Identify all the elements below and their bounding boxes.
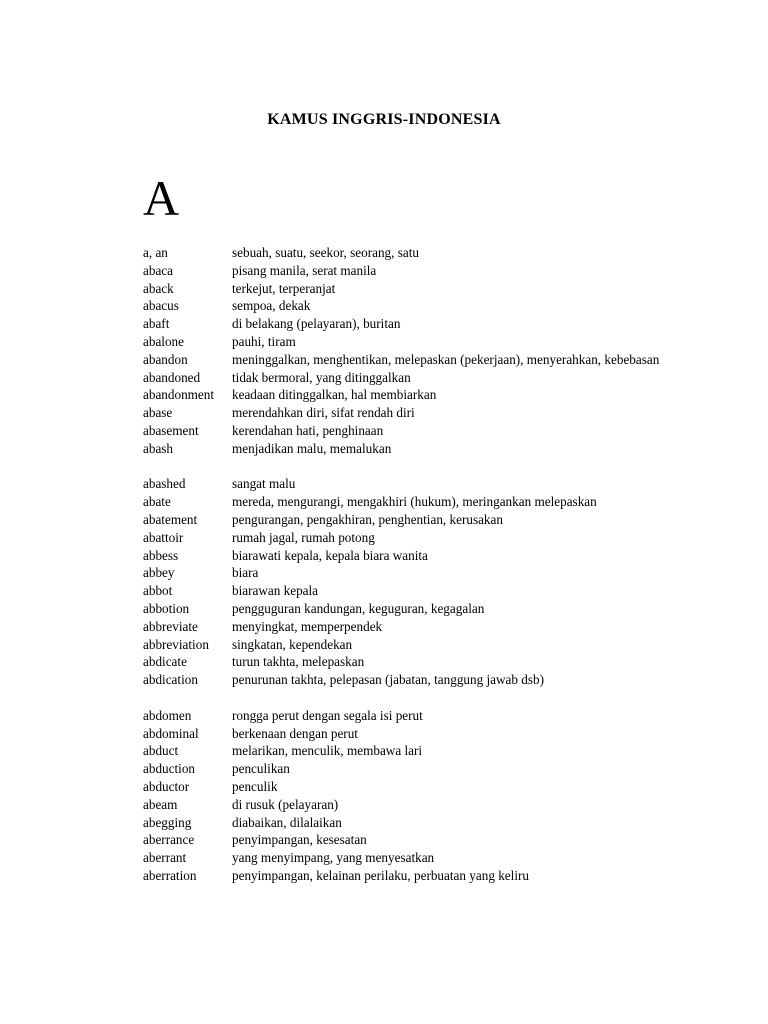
entry-definition: rongga perut dengan segala isi perut <box>232 707 423 723</box>
entry-definition: sempoa, dekak <box>232 298 311 314</box>
entry-term: a, an <box>143 245 168 260</box>
dictionary-entry <box>143 386 683 404</box>
dictionary-entry <box>143 636 683 654</box>
entry-term: abbey <box>143 565 175 581</box>
dictionary-entry <box>143 564 683 582</box>
dictionary-entry <box>143 849 683 867</box>
dictionary-entry <box>143 671 683 689</box>
dictionary-entry <box>143 280 683 298</box>
entry-definition: sebuah, suatu, seekor, seorang, satu <box>232 245 419 260</box>
dictionary-entry <box>143 600 683 618</box>
entry-term: abduct <box>143 743 179 759</box>
entry-definition: diabaikan, dilalaikan <box>232 814 342 830</box>
entry-definition: pengguguran kandungan, keguguran, kegagalan <box>232 600 485 616</box>
section-letter: A <box>143 170 180 226</box>
entry-group <box>143 244 683 458</box>
entry-definition: di rusuk (pelayaran) <box>232 796 339 812</box>
entry-definition: penculikan <box>232 761 290 777</box>
entries-list <box>143 244 683 902</box>
entry-definition: penyimpangan, kesesatan <box>232 832 367 848</box>
entry-term: abdominal <box>143 725 199 741</box>
dictionary-entry <box>143 796 683 814</box>
dictionary-entry <box>143 831 683 849</box>
entry-term: abandonment <box>143 387 215 403</box>
dictionary-entry <box>143 742 683 760</box>
entry-definition: keadaan ditinggalkan, hal membiarkan <box>232 387 437 403</box>
entry-definition: menyingkat, memperpendek <box>232 618 383 634</box>
entry-term: abductor <box>143 778 190 794</box>
dictionary-entry <box>143 351 683 369</box>
entry-definition: di belakang (pelayaran), buritan <box>232 316 401 332</box>
entry-definition: pisang manila, serat manila <box>232 262 377 278</box>
entry-definition: terkejut, terperanjat <box>232 280 336 296</box>
dictionary-entry <box>143 297 683 315</box>
dictionary-entry <box>143 529 683 547</box>
entry-group <box>143 475 683 689</box>
dictionary-entry <box>143 867 683 885</box>
page-title: KAMUS INGGRIS-INDONESIA <box>267 111 501 128</box>
entry-definition: kerendahan hati, penghinaan <box>232 422 384 438</box>
entry-definition: merendahkan diri, sifat rendah diri <box>232 405 415 421</box>
entry-term: abdomen <box>143 707 192 723</box>
entry-group <box>143 707 683 885</box>
entry-definition: sangat malu <box>232 476 296 492</box>
entry-term: abegging <box>143 814 192 830</box>
entry-definition: penculik <box>232 778 278 794</box>
entry-definition: penyimpangan, kelainan perilaku, perbuatan yang keliru <box>232 867 529 883</box>
dictionary-entry <box>143 582 683 600</box>
dictionary-entry <box>143 511 683 529</box>
entry-term: abate <box>143 494 171 510</box>
entry-definition: biarawati kepala, kepala biara wanita <box>232 547 428 563</box>
entry-term: abacus <box>143 298 179 314</box>
dictionary-entry <box>143 547 683 565</box>
entry-definition: rumah jagal, rumah potong <box>232 529 375 545</box>
entry-term: abattoir <box>143 529 184 545</box>
entry-definition: berkenaan dengan perut <box>232 725 358 741</box>
entry-term: abbreviation <box>143 636 209 652</box>
dictionary-entry <box>143 369 683 387</box>
dictionary-entry <box>143 440 683 458</box>
entry-term: aberrant <box>143 850 187 866</box>
entry-term: abalone <box>143 333 185 349</box>
entry-term: abduction <box>143 761 196 777</box>
entry-definition: pengurangan, pengakhiran, penghentian, kerusakan <box>232 511 503 527</box>
entry-definition: melarikan, menculik, membawa lari <box>232 743 423 759</box>
dictionary-entry <box>143 618 683 636</box>
entry-definition: pauhi, tiram <box>232 333 296 349</box>
entry-term: aberration <box>143 867 197 883</box>
entry-definition: biarawan kepala <box>232 583 319 599</box>
entry-term: abbreviate <box>143 618 198 634</box>
entry-term: abasement <box>143 422 199 438</box>
dictionary-entry <box>143 653 683 671</box>
entry-term: abatement <box>143 511 198 527</box>
dictionary-entry <box>143 475 683 493</box>
dictionary-entry <box>143 707 683 725</box>
dictionary-entry <box>143 262 683 280</box>
dictionary-entry <box>143 333 683 351</box>
entry-term: abdication <box>143 672 198 688</box>
entry-term: abbess <box>143 547 179 563</box>
dictionary-entry <box>143 422 683 440</box>
entry-term: abash <box>143 440 174 456</box>
entry-definition: turun takhta, melepaskan <box>232 654 365 670</box>
dictionary-entry <box>143 315 683 333</box>
entry-term: abase <box>143 405 173 421</box>
entry-term: abdicate <box>143 654 187 670</box>
entry-term: abaft <box>143 316 170 332</box>
entry-definition: tidak bermoral, yang ditinggalkan <box>232 369 411 385</box>
entry-term: abbotion <box>143 600 190 616</box>
dictionary-entry <box>143 760 683 778</box>
entry-term: abandoned <box>143 369 201 385</box>
entry-definition: menjadikan malu, memalukan <box>232 440 392 456</box>
entry-definition: singkatan, kependekan <box>232 636 353 652</box>
dictionary-entry <box>143 778 683 796</box>
entry-term: abashed <box>143 476 186 492</box>
dictionary-entry <box>143 244 683 262</box>
entry-term: abaca <box>143 262 174 278</box>
dictionary-entry <box>143 493 683 511</box>
entry-term: abbot <box>143 583 173 599</box>
entry-term: abeam <box>143 796 178 812</box>
entry-term: abandon <box>143 351 188 367</box>
entry-definition: mereda, mengurangi, mengakhiri (hukum), meringankan melepaskan <box>232 494 597 510</box>
entry-definition: biara <box>232 565 259 581</box>
entry-definition: meninggalkan, menghentikan, melepaskan (pekerjaan), menyerahkan, kebebasan <box>232 351 660 367</box>
dictionary-entry <box>143 404 683 422</box>
entry-term: aback <box>143 280 174 296</box>
dictionary-entry <box>143 814 683 832</box>
dictionary-entry <box>143 725 683 743</box>
entry-definition: yang menyimpang, yang menyesatkan <box>232 850 435 866</box>
entry-term: aberrance <box>143 832 195 848</box>
entry-definition: penurunan takhta, pelepasan (jabatan, tanggung jawab dsb) <box>232 672 544 688</box>
